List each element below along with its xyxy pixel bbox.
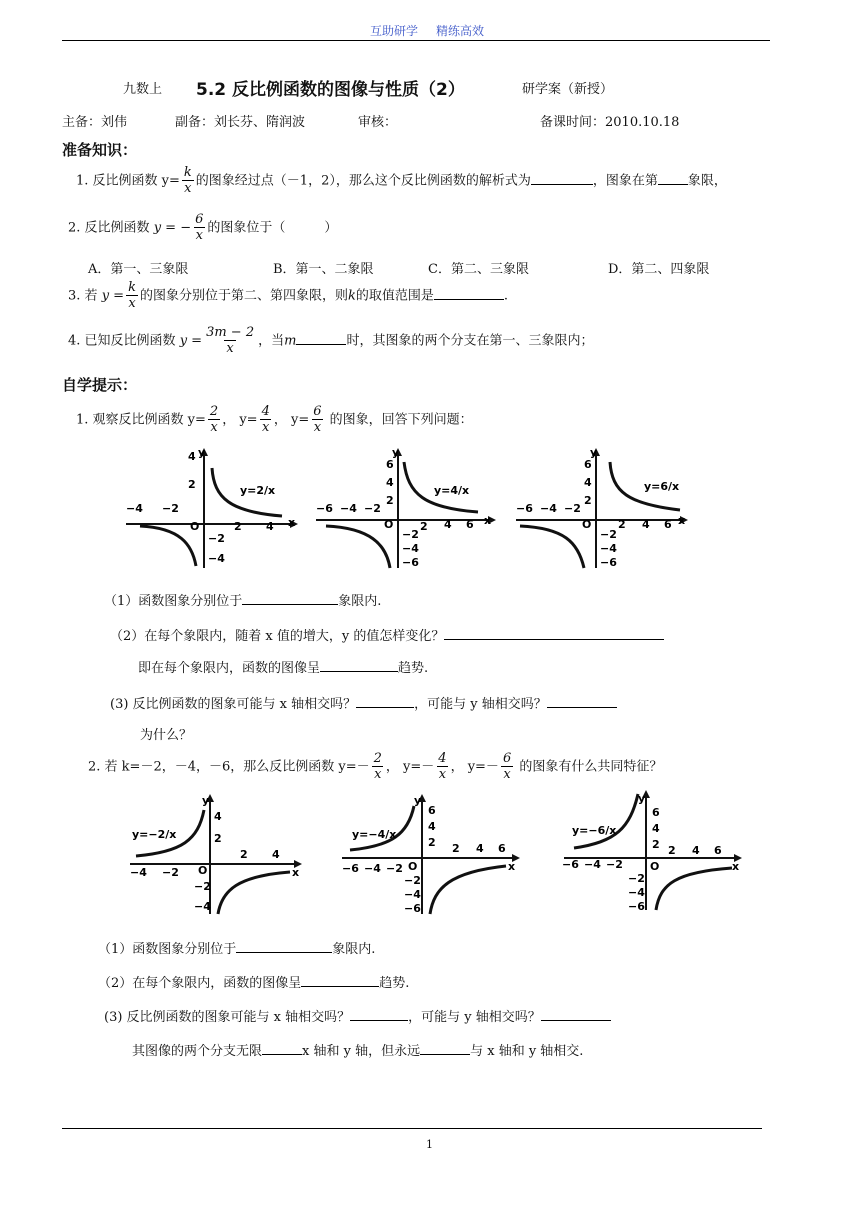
footer-rule (62, 1128, 762, 1129)
reviewer: 审核： (358, 115, 398, 130)
p1-q2-text: （2）在每个象限内，随着 x 值的增大，y 的值怎样变化？ (110, 629, 445, 644)
p1-question-3-why: 为什么？ (140, 728, 193, 743)
p2-text: 的图象有什么共同特征？ (519, 759, 663, 775)
math-expr: y = − (153, 220, 192, 236)
numerator: 4 (261, 404, 270, 419)
origin-label: O (650, 860, 660, 873)
p1-q3-text: ，可能与 y 轴相交吗？ (414, 697, 547, 712)
curve-q4 (218, 872, 290, 914)
answer-blank[interactable] (296, 332, 346, 345)
tick-label: −4 (628, 886, 645, 899)
p1-q2-text: 即在每个象限内，函数的图像呈 (138, 661, 321, 676)
answer-blank[interactable] (658, 172, 688, 185)
tick-label: −4 (194, 900, 211, 913)
curve-label: y=4/x (434, 484, 470, 497)
tick-label: −6 (404, 902, 421, 915)
tick-label: −4 (600, 542, 617, 555)
header-rule (62, 40, 770, 41)
tick-label: 6 (652, 806, 660, 819)
tick-label: 4 (444, 518, 452, 531)
tick-label: 4 (214, 810, 222, 823)
p1-text: 的图象，回答下列问题： (329, 412, 473, 428)
tick-label: −6 (342, 862, 359, 875)
p2-q1-text: （1）函数图象分别位于 (98, 942, 237, 957)
p2-text: ， y=－ (385, 759, 435, 775)
graph-y-6-over-x (512, 448, 692, 572)
tick-label: −2 (162, 502, 179, 515)
tick-label: −2 (364, 502, 381, 515)
curve-q3 (140, 526, 196, 566)
q1-text: 象限， (687, 173, 727, 189)
tick-label: −2 (606, 858, 623, 871)
q3-text: 的图象分别位于第二、第四象限，则 (139, 288, 348, 304)
x-label: x (508, 860, 516, 873)
denominator: x (195, 228, 203, 243)
p1-text: ， y= (222, 412, 258, 428)
prompt-2 (88, 751, 662, 783)
fraction (204, 325, 256, 357)
curve-q2 (574, 794, 638, 848)
fraction (193, 212, 205, 244)
q4-text: 时，其图象的两个分支在第一、三象限内； (346, 333, 594, 349)
fraction (372, 751, 384, 783)
p2-question-3 (104, 1006, 611, 1025)
y-label: y (638, 792, 646, 805)
tick-label: 2 (668, 844, 676, 857)
tick-label: 4 (386, 476, 394, 489)
math-expr: m (284, 333, 297, 349)
tick-label: 6 (584, 458, 592, 471)
author-vice: 副备：刘长芬、隋润波 (175, 115, 306, 130)
q1-text: ，图象在第 (592, 173, 658, 189)
tick-label: 4 (652, 822, 660, 835)
tick-label: −2 (162, 866, 179, 879)
curve-q3 (520, 526, 584, 568)
numerator: 4 (438, 751, 447, 766)
p2-question-1 (98, 938, 375, 957)
fraction (182, 165, 194, 197)
graph-y-neg2-over-x (126, 794, 306, 918)
tick-label: 2 (428, 836, 436, 849)
tick-label: −6 (316, 502, 333, 515)
q4-text: ，当 (258, 333, 285, 349)
numerator: k (128, 280, 136, 295)
p2-q3-text: ，可能与 y 轴相交吗？ (408, 1010, 541, 1025)
denominator: x (503, 767, 511, 782)
q1-text: 1. 反比例函数 y= (76, 173, 180, 189)
answer-blank[interactable] (541, 1008, 611, 1021)
y-label: y (590, 448, 598, 459)
graph-y-4-over-x (312, 448, 498, 572)
header-right: 精练高效 (436, 24, 485, 38)
p2-q2-text: （2）在每个象限内，函数的图像呈 (98, 976, 302, 991)
tick-label: −6 (628, 900, 645, 913)
question-4 (68, 325, 593, 357)
numerator: 2 (373, 751, 382, 766)
denominator: x (313, 420, 322, 435)
tick-label: −6 (562, 858, 579, 871)
tick-label: −4 (364, 862, 381, 875)
question-2 (68, 212, 337, 244)
numerator: 6 (313, 404, 322, 419)
tick-label: −4 (130, 866, 147, 879)
tick-label: −4 (404, 888, 421, 901)
tick-label: 4 (584, 476, 592, 489)
tick-label: −2 (402, 528, 419, 541)
fraction (126, 280, 138, 312)
curve-label: y=−2/x (132, 828, 177, 841)
tick-label: −4 (584, 858, 601, 871)
math-expr: k (347, 288, 356, 304)
p2-text: ， y=－ (450, 759, 499, 775)
doc-type: 研学案（新授） (522, 82, 614, 97)
x-label: x (484, 514, 492, 527)
tick-label: 6 (386, 458, 394, 471)
q3-text: 的取值范围是 (355, 288, 434, 304)
tick-label: 4 (272, 848, 280, 861)
tick-label: 2 (618, 518, 626, 531)
curve-q4 (430, 866, 506, 914)
answer-blank[interactable] (531, 172, 593, 185)
numerator: 6 (502, 751, 512, 766)
tick-label: −2 (628, 872, 645, 885)
curve-label: y=2/x (240, 484, 276, 497)
p2-text: 2. 若 k=－2，－4，－6，那么反比例函数 y=－ (88, 759, 370, 775)
tick-label: 2 (420, 520, 428, 533)
math-expr: y = (179, 333, 203, 349)
tick-label: −2 (194, 880, 211, 893)
answer-blank[interactable] (434, 287, 504, 300)
tick-label: −6 (516, 502, 533, 515)
tick-label: −6 (600, 556, 617, 569)
origin-label: O (582, 518, 592, 531)
page-title: 5.2 反比例函数的图像与性质（2） (196, 80, 465, 100)
tick-label: −4 (126, 502, 143, 515)
denominator: x (262, 420, 270, 435)
p1-text: ， y= (273, 412, 310, 428)
denominator: x (128, 296, 136, 311)
y-label: y (202, 794, 210, 807)
curve-label: y=−4/x (352, 828, 397, 841)
numerator: 2 (209, 404, 219, 419)
fraction (311, 404, 323, 436)
q4-text: 4. 已知反比例函数 (68, 333, 176, 349)
tick-label: −4 (340, 502, 357, 515)
option-a[interactable]: A．第一、三象限 (88, 262, 189, 277)
graph-y-neg4-over-x (338, 794, 524, 918)
tick-label: 4 (428, 820, 436, 833)
p1-question-3 (110, 693, 617, 712)
page-number: 1 (426, 1138, 433, 1151)
tick-label: 4 (266, 520, 274, 533)
p2-q3-text: 其图像的两个分支无限 (132, 1044, 263, 1059)
origin-label: O (190, 520, 200, 533)
prep-date: 备课时间：2010.10.18 (540, 115, 680, 130)
numerator: 6 (195, 212, 204, 227)
tick-label: −4 (402, 542, 419, 555)
answer-blank[interactable] (420, 1042, 470, 1055)
x-label: x (292, 866, 300, 879)
denominator: x (374, 767, 382, 782)
tick-label: −2 (208, 532, 225, 545)
author-main: 主备：刘伟 (62, 115, 128, 130)
fraction (436, 751, 448, 783)
answer-blank[interactable] (444, 627, 664, 640)
tick-label: 2 (214, 832, 222, 845)
q1-text: 的图象经过点（－1，2），那么这个反比例函数的解析式为 (195, 173, 531, 189)
tick-label: 2 (234, 520, 242, 533)
y-label: y (414, 794, 422, 807)
tick-label: 4 (188, 450, 196, 463)
prompt-1 (76, 404, 473, 436)
p1-q1-text: （1）函数图象分别位于 (104, 594, 243, 609)
graph-y-2-over-x (120, 448, 300, 572)
tick-label: 6 (466, 518, 474, 531)
answer-blank[interactable] (547, 695, 617, 708)
tick-label: 6 (714, 844, 722, 857)
section-heading: 准备知识： (62, 141, 138, 159)
y-label: y (198, 448, 206, 459)
q2-text: 的图象位于（ ） (207, 220, 338, 236)
tick-label: 6 (498, 842, 506, 855)
fraction (260, 404, 272, 436)
q2-text: 2. 反比例函数 (68, 220, 150, 236)
curve-q4 (656, 868, 732, 910)
answer-blank[interactable] (320, 659, 398, 672)
origin-label: O (408, 860, 418, 873)
tick-label: 2 (188, 478, 196, 491)
q3-text: 3. 若 (68, 288, 98, 304)
y-label: y (392, 448, 400, 459)
x-label: x (732, 860, 740, 873)
p1-question-1 (104, 590, 381, 609)
p2-q3-text: 与 x 轴和 y 轴相交. (470, 1044, 584, 1059)
origin-label: O (198, 864, 208, 877)
fraction (208, 404, 220, 436)
grade-label: 九数上 (123, 82, 163, 97)
section-heading: 自学提示： (62, 376, 138, 394)
denominator: x (210, 420, 218, 435)
answer-blank[interactable] (262, 1042, 302, 1055)
tick-label: 4 (692, 844, 700, 857)
answer-blank[interactable] (242, 592, 338, 605)
p1-question-2 (110, 625, 664, 644)
question-1 (76, 165, 727, 197)
tick-label: 6 (428, 804, 436, 817)
answer-blank[interactable] (350, 1008, 408, 1021)
answer-blank[interactable] (301, 974, 379, 987)
curve-label: y=−6/x (572, 824, 617, 837)
numerator: 3m − 2 (206, 325, 255, 340)
x-label: x (678, 514, 686, 527)
tick-label: 2 (452, 842, 460, 855)
p2-q3-text: x 轴和 y 轴，但永远 (302, 1044, 421, 1059)
tick-label: 2 (652, 838, 660, 851)
answer-blank[interactable] (236, 940, 332, 953)
tick-label: −4 (540, 502, 557, 515)
header-left: 互助研学 (370, 24, 419, 38)
graph-y-neg6-over-x (560, 790, 746, 914)
p1-q2-text: 趋势. (398, 661, 429, 676)
option-b[interactable]: B．第一、二象限 (273, 262, 374, 277)
tick-label: 4 (642, 518, 650, 531)
p1-q1-text: 象限内. (338, 594, 382, 609)
tick-label: 6 (664, 518, 672, 531)
math-expr: y = (101, 288, 125, 304)
tick-label: −4 (208, 552, 225, 565)
p1-text: 1. 观察反比例函数 y= (76, 412, 206, 428)
tick-label: 2 (386, 494, 394, 507)
tick-label: −6 (402, 556, 419, 569)
tick-label: −2 (564, 502, 581, 515)
tick-label: 2 (240, 848, 248, 861)
curve-q3 (326, 526, 390, 568)
denominator: x (438, 767, 447, 782)
denominator: x (226, 341, 234, 356)
option-d[interactable]: D．第二、四象限 (608, 262, 710, 277)
p2-question-2 (98, 972, 409, 991)
p2-q3-text: (3) 反比例函数的图象可能与 x 轴相交吗？ (104, 1010, 351, 1025)
numerator: k (183, 165, 192, 180)
fraction (501, 751, 513, 783)
p2-q2-text: 趋势. (379, 976, 410, 991)
tick-label: 4 (476, 842, 484, 855)
option-c[interactable]: C．第二、三象限 (428, 262, 529, 277)
tick-label: −2 (386, 862, 403, 875)
denominator: x (184, 181, 192, 196)
tick-label: 2 (584, 494, 592, 507)
p2-q1-text: 象限内. (332, 942, 376, 957)
x-label: x (288, 516, 296, 529)
tick-label: −2 (404, 874, 421, 887)
tick-label: −2 (600, 528, 617, 541)
curve-label: y=6/x (644, 480, 680, 493)
question-3: 3. 若 y = $\frac{k}{x}$ 的图象分别位于第二、第四象限，则k的取值范围是 . (68, 280, 509, 311)
p1-q3-text: (3) 反比例函数的图象可能与 x 轴相交吗？ (110, 697, 357, 712)
answer-blank[interactable] (356, 695, 414, 708)
origin-label: O (384, 518, 394, 531)
p2-question-3-fill (132, 1040, 583, 1059)
p1-question-2-trend (138, 657, 428, 676)
